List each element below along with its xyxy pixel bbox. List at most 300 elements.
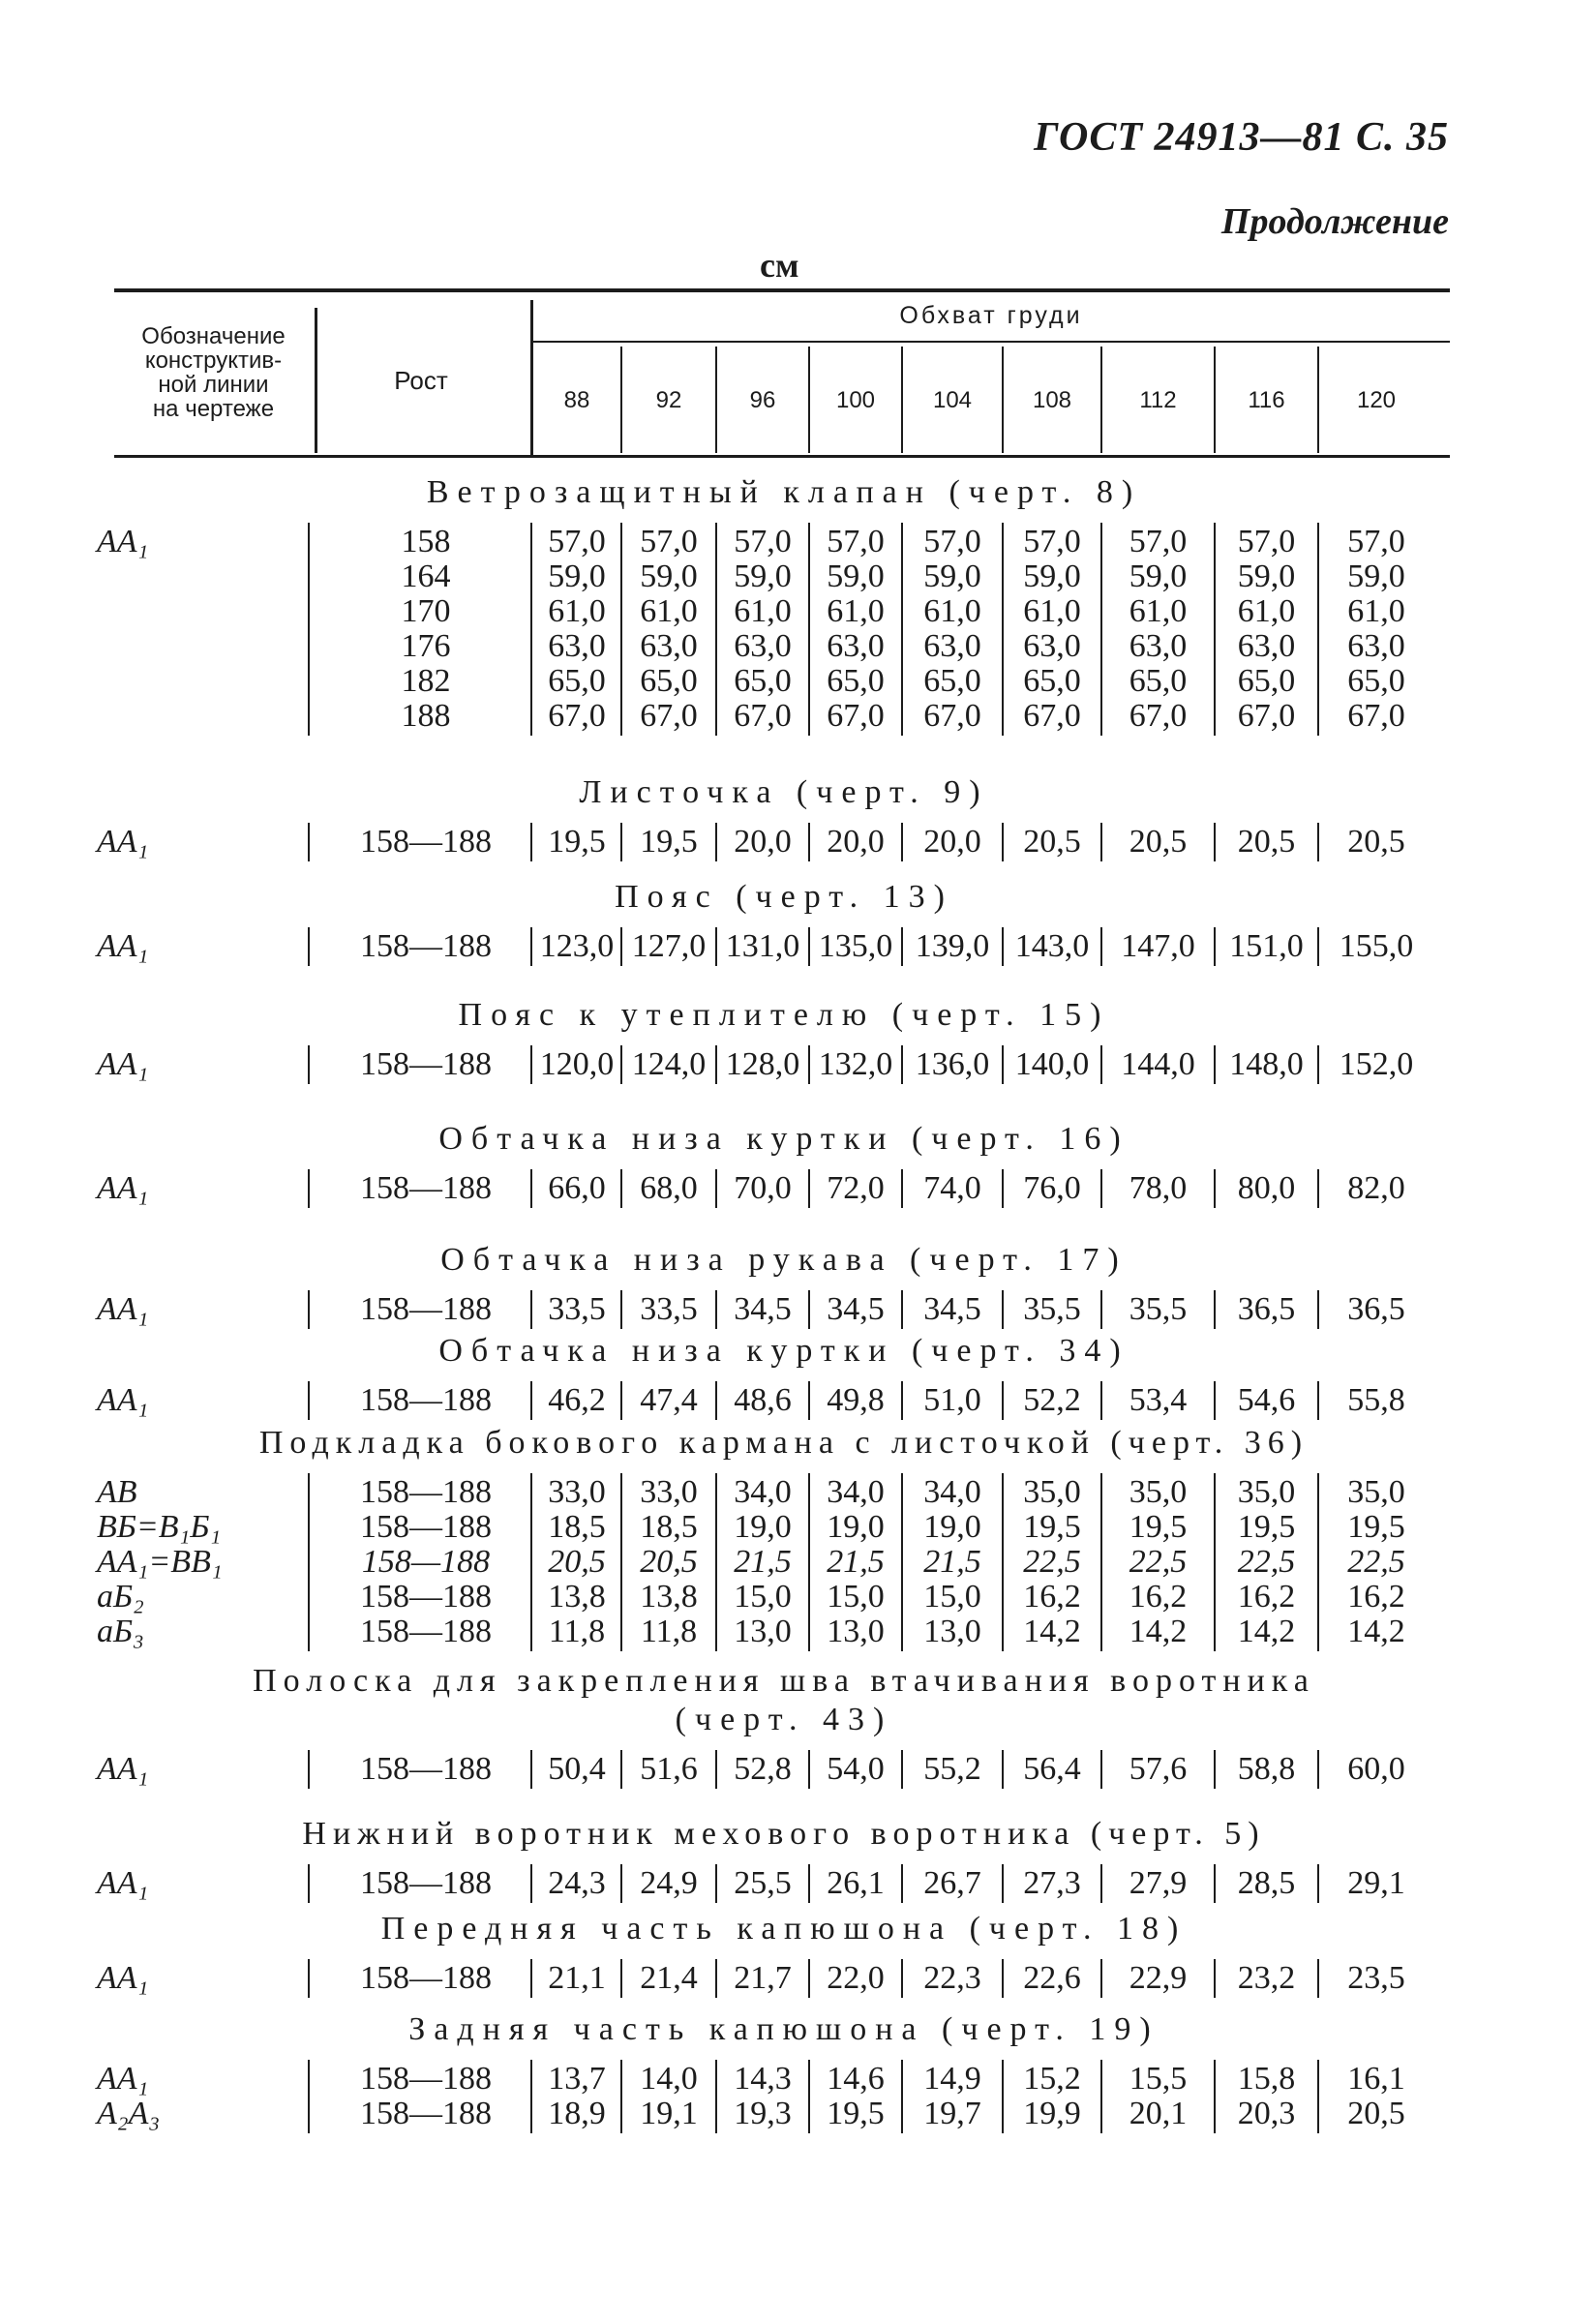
value-cell: 65,0 (827, 663, 885, 699)
row-column-rule (308, 523, 310, 736)
header-size-rule (1100, 347, 1102, 453)
row-column-rule (308, 823, 310, 861)
row-designation: AA₁=BB₁ (97, 1544, 223, 1580)
row-column-rule (901, 1959, 903, 1998)
value-cell: 19,5 (1023, 1509, 1081, 1545)
value-cell: 63,0 (640, 628, 698, 664)
value-cell: 20,1 (1129, 2096, 1188, 2131)
value-cell: 27,3 (1023, 1865, 1081, 1901)
row-column-rule (808, 927, 810, 966)
row-growth: 158—188 (360, 1960, 492, 1996)
row-column-rule (1214, 1473, 1216, 1651)
value-cell: 61,0 (640, 593, 698, 629)
value-cell: 33,0 (548, 1474, 606, 1510)
row-growth: 170 (401, 593, 451, 629)
row-column-rule (715, 1169, 717, 1208)
value-cell: 59,0 (827, 558, 885, 594)
table-head-bottom-rule (114, 455, 1450, 458)
column-header-chest: Обхват груди (899, 302, 1083, 329)
row-column-rule (901, 1864, 903, 1903)
row-column-rule (1100, 1045, 1102, 1084)
value-cell: 61,0 (734, 593, 792, 629)
value-cell: 48,6 (734, 1382, 792, 1418)
chest-size-header: 96 (749, 387, 776, 413)
row-column-rule (1002, 927, 1004, 966)
value-cell: 58,8 (1237, 1751, 1296, 1787)
value-cell: 34,5 (827, 1291, 885, 1327)
row-column-rule (1100, 1290, 1102, 1329)
row-column-rule (1317, 823, 1319, 861)
value-cell: 33,5 (640, 1291, 698, 1327)
value-cell: 19,1 (640, 2096, 698, 2131)
value-cell: 63,0 (827, 628, 885, 664)
value-cell: 65,0 (1023, 663, 1081, 699)
value-cell: 35,0 (1129, 1474, 1188, 1510)
row-column-rule (1100, 1959, 1102, 1998)
row-column-rule (1002, 1290, 1004, 1329)
row-growth: 158—188 (360, 928, 492, 964)
value-cell: 22,3 (923, 1960, 981, 1996)
row-designation: A₂A₃ (97, 2096, 161, 2131)
row-column-rule (715, 523, 717, 736)
row-column-rule (1317, 1045, 1319, 1084)
value-cell: 51,6 (640, 1751, 698, 1787)
value-cell: 16,2 (1023, 1579, 1081, 1615)
row-column-rule (620, 927, 622, 966)
value-cell: 67,0 (548, 698, 606, 734)
value-cell: 131,0 (725, 928, 800, 964)
row-growth: 158—188 (360, 1614, 492, 1649)
value-cell: 34,0 (923, 1474, 981, 1510)
value-cell: 19,7 (923, 2096, 981, 2131)
value-cell: 49,8 (827, 1382, 885, 1418)
row-column-rule (715, 1864, 717, 1903)
value-cell: 18,5 (640, 1509, 698, 1545)
row-column-rule (1214, 523, 1216, 736)
row-designation: AA₁ (97, 928, 149, 964)
value-cell: 29,1 (1347, 1865, 1405, 1901)
header-size-rule (1214, 347, 1216, 453)
row-column-rule (808, 823, 810, 861)
value-cell: 140,0 (1014, 1046, 1090, 1082)
row-column-rule (530, 1959, 532, 1998)
value-cell: 19,0 (923, 1509, 981, 1545)
value-cell: 20,5 (1129, 824, 1188, 860)
value-cell: 18,5 (548, 1509, 606, 1545)
section-title: Обтачка низа рукава (черт. 17) (440, 1242, 1128, 1278)
row-column-rule (530, 927, 532, 966)
value-cell: 68,0 (640, 1170, 698, 1206)
section-title-continuation: (черт. 43) (675, 1702, 893, 1737)
gost-page-header: ГОСТ 24913—81 С. 35 (1034, 115, 1449, 160)
value-cell: 63,0 (1129, 628, 1188, 664)
value-cell: 34,5 (734, 1291, 792, 1327)
table-top-rule (114, 288, 1450, 292)
value-cell: 63,0 (1347, 628, 1405, 664)
row-column-rule (901, 2060, 903, 2133)
value-cell: 19,5 (548, 824, 606, 860)
row-column-rule (901, 1045, 903, 1084)
value-cell: 19,5 (1129, 1509, 1188, 1545)
row-designation: AA₁ (97, 1382, 149, 1418)
value-cell: 72,0 (827, 1170, 885, 1206)
designation-header-line: ной линии (158, 372, 269, 398)
value-cell: 16,2 (1347, 1579, 1405, 1615)
row-column-rule (620, 1381, 622, 1420)
row-column-rule (620, 1045, 622, 1084)
section-title: Листочка (черт. 9) (579, 774, 989, 810)
value-cell: 35,5 (1023, 1291, 1081, 1327)
row-column-rule (530, 1750, 532, 1789)
row-column-rule (1002, 1750, 1004, 1789)
value-cell: 120,0 (539, 1046, 615, 1082)
value-cell: 35,0 (1347, 1474, 1405, 1510)
row-designation: AA₁ (97, 1865, 149, 1901)
value-cell: 24,3 (548, 1865, 606, 1901)
row-column-rule (308, 1750, 310, 1789)
value-cell: 15,5 (1129, 2061, 1188, 2097)
value-cell: 57,0 (1023, 524, 1081, 559)
value-cell: 61,0 (923, 593, 981, 629)
row-designation: AA₁ (97, 2061, 149, 2097)
row-column-rule (1214, 1959, 1216, 1998)
row-growth: 158—188 (360, 1046, 492, 1082)
value-cell: 65,0 (923, 663, 981, 699)
value-cell: 36,5 (1347, 1291, 1405, 1327)
row-column-rule (1100, 1473, 1102, 1651)
value-cell: 16,2 (1237, 1579, 1296, 1615)
row-designation: AA₁ (97, 1046, 149, 1082)
value-cell: 15,2 (1023, 2061, 1081, 2097)
row-column-rule (1317, 1750, 1319, 1789)
value-cell: 25,5 (734, 1865, 792, 1901)
value-cell: 14,2 (1129, 1614, 1188, 1649)
value-cell: 14,2 (1237, 1614, 1296, 1649)
value-cell: 70,0 (734, 1170, 792, 1206)
value-cell: 57,0 (548, 524, 606, 559)
section-title: Обтачка низа куртки (черт. 34) (438, 1333, 1129, 1369)
value-cell: 60,0 (1347, 1751, 1405, 1787)
row-column-rule (808, 2060, 810, 2133)
row-column-rule (308, 1473, 310, 1651)
section-title: Передняя часть капюшона (черт. 18) (380, 1911, 1188, 1947)
value-cell: 53,4 (1129, 1382, 1188, 1418)
row-column-rule (1002, 1045, 1004, 1084)
row-column-rule (620, 523, 622, 736)
value-cell: 67,0 (1129, 698, 1188, 734)
value-cell: 57,0 (1347, 524, 1405, 559)
value-cell: 65,0 (734, 663, 792, 699)
value-cell: 59,0 (923, 558, 981, 594)
row-column-rule (620, 1959, 622, 1998)
chest-size-header: 116 (1248, 387, 1285, 413)
value-cell: 63,0 (548, 628, 606, 664)
value-cell: 123,0 (539, 928, 615, 964)
value-cell: 20,5 (1023, 824, 1081, 860)
section-title: Обтачка низа куртки (черт. 16) (438, 1121, 1129, 1157)
row-column-rule (715, 1290, 717, 1329)
row-column-rule (1317, 1169, 1319, 1208)
row-column-rule (1100, 1381, 1102, 1420)
value-cell: 14,0 (640, 2061, 698, 2097)
row-growth: 158—188 (360, 1865, 492, 1901)
row-column-rule (901, 927, 903, 966)
value-cell: 14,2 (1023, 1614, 1081, 1649)
value-cell: 57,0 (1129, 524, 1188, 559)
value-cell: 151,0 (1229, 928, 1304, 964)
row-column-rule (1100, 1864, 1102, 1903)
value-cell: 26,7 (923, 1865, 981, 1901)
row-growth: 158—188 (360, 824, 492, 860)
value-cell: 22,5 (1347, 1544, 1405, 1580)
value-cell: 67,0 (923, 698, 981, 734)
row-column-rule (1317, 523, 1319, 736)
value-cell: 61,0 (548, 593, 606, 629)
header-size-rule (1002, 347, 1004, 453)
value-cell: 19,0 (734, 1509, 792, 1545)
value-cell: 67,0 (827, 698, 885, 734)
row-column-rule (620, 1290, 622, 1329)
row-column-rule (808, 1750, 810, 1789)
value-cell: 33,0 (640, 1474, 698, 1510)
row-designation: AA₁ (97, 1170, 149, 1206)
row-column-rule (308, 1959, 310, 1998)
value-cell: 80,0 (1237, 1170, 1296, 1206)
row-column-rule (808, 1290, 810, 1329)
row-column-rule (1317, 1959, 1319, 1998)
value-cell: 14,3 (734, 2061, 792, 2097)
value-cell: 19,5 (1347, 1509, 1405, 1545)
row-column-rule (1317, 1381, 1319, 1420)
row-column-rule (530, 1290, 532, 1329)
value-cell: 147,0 (1121, 928, 1195, 964)
column-header-designation (114, 324, 313, 421)
row-column-rule (1214, 1169, 1216, 1208)
value-cell: 67,0 (1347, 698, 1405, 734)
value-cell: 61,0 (1023, 593, 1081, 629)
value-cell: 78,0 (1129, 1170, 1188, 1206)
value-cell: 19,5 (1237, 1509, 1296, 1545)
value-cell: 55,2 (923, 1751, 981, 1787)
row-designation: AB (97, 1474, 137, 1510)
value-cell: 24,9 (640, 1865, 698, 1901)
value-cell: 20,0 (734, 824, 792, 860)
value-cell: 20,5 (640, 1544, 698, 1580)
value-cell: 14,2 (1347, 1614, 1405, 1649)
row-column-rule (901, 523, 903, 736)
row-column-rule (715, 823, 717, 861)
row-column-rule (901, 1381, 903, 1420)
value-cell: 19,5 (827, 2096, 885, 2131)
value-cell: 21,5 (923, 1544, 981, 1580)
value-cell: 61,0 (1129, 593, 1188, 629)
row-column-rule (1002, 1169, 1004, 1208)
header-size-rule (620, 347, 622, 453)
column-header-growth: Рост (394, 366, 448, 395)
value-cell: 54,6 (1237, 1382, 1296, 1418)
value-cell: 63,0 (923, 628, 981, 664)
row-column-rule (1100, 523, 1102, 736)
value-cell: 34,0 (734, 1474, 792, 1510)
value-cell: 63,0 (1237, 628, 1296, 664)
row-column-rule (620, 1473, 622, 1651)
row-column-rule (1002, 523, 1004, 736)
value-cell: 65,0 (640, 663, 698, 699)
row-column-rule (901, 1750, 903, 1789)
row-growth: 188 (401, 698, 451, 734)
row-column-rule (1214, 1750, 1216, 1789)
row-designation: AA₁ (97, 1960, 149, 1996)
value-cell: 57,0 (734, 524, 792, 559)
designation-header-line: Обозначение (141, 323, 286, 349)
row-column-rule (1002, 1959, 1004, 1998)
value-cell: 74,0 (923, 1170, 981, 1206)
value-cell: 148,0 (1229, 1046, 1304, 1082)
value-cell: 13,0 (923, 1614, 981, 1649)
row-column-rule (715, 1473, 717, 1651)
row-column-rule (715, 927, 717, 966)
section-title: Полоска для закрепления шва втачивания воротника (253, 1663, 1315, 1699)
value-cell: 35,5 (1129, 1291, 1188, 1327)
row-column-rule (1002, 1473, 1004, 1651)
row-growth: 158—188 (360, 2061, 492, 2097)
value-cell: 63,0 (1023, 628, 1081, 664)
value-cell: 57,0 (640, 524, 698, 559)
value-cell: 22,0 (827, 1960, 885, 1996)
value-cell: 21,4 (640, 1960, 698, 1996)
row-column-rule (901, 1473, 903, 1651)
value-cell: 26,1 (827, 1865, 885, 1901)
value-cell: 55,8 (1347, 1382, 1405, 1418)
value-cell: 22,5 (1237, 1544, 1296, 1580)
chest-size-header: 112 (1139, 387, 1177, 413)
value-cell: 11,8 (640, 1614, 698, 1649)
row-column-rule (1100, 1169, 1102, 1208)
row-column-rule (530, 1473, 532, 1651)
value-cell: 57,6 (1129, 1751, 1188, 1787)
row-column-rule (530, 1169, 532, 1208)
row-column-rule (1317, 927, 1319, 966)
row-column-rule (530, 823, 532, 861)
row-column-rule (530, 1381, 532, 1420)
row-column-rule (715, 1959, 717, 1998)
chest-size-header: 100 (835, 387, 876, 413)
value-cell: 19,3 (734, 2096, 792, 2131)
section-title: Пояс (черт. 13) (615, 879, 953, 915)
value-cell: 152,0 (1339, 1046, 1414, 1082)
header-column-rule (530, 300, 533, 455)
row-column-rule (1214, 1045, 1216, 1084)
value-cell: 21,1 (548, 1960, 606, 1996)
designation-header-line: на чертеже (152, 396, 275, 422)
value-cell: 57,0 (827, 524, 885, 559)
row-growth: 158—188 (360, 1751, 492, 1787)
value-cell: 36,5 (1237, 1291, 1296, 1327)
chest-size-header: 108 (1032, 387, 1072, 413)
value-cell: 21,5 (827, 1544, 885, 1580)
value-cell: 136,0 (915, 1046, 990, 1082)
row-column-rule (308, 1169, 310, 1208)
row-column-rule (308, 1864, 310, 1903)
value-cell: 65,0 (548, 663, 606, 699)
row-column-rule (308, 1045, 310, 1084)
units-label: см (760, 246, 799, 285)
value-cell: 16,1 (1347, 2061, 1405, 2097)
row-column-rule (1214, 1864, 1216, 1903)
row-column-rule (901, 1290, 903, 1329)
value-cell: 13,0 (734, 1614, 792, 1649)
row-column-rule (1214, 2060, 1216, 2133)
value-cell: 128,0 (725, 1046, 800, 1082)
value-cell: 143,0 (1014, 928, 1090, 964)
value-cell: 52,8 (734, 1751, 792, 1787)
section-title: Подкладка бокового кармана с листочкой (черт. 36) (258, 1425, 1310, 1461)
row-column-rule (1002, 823, 1004, 861)
row-growth: 158—188 (360, 1291, 492, 1327)
value-cell: 124,0 (631, 1046, 707, 1082)
value-cell: 19,9 (1023, 2096, 1081, 2131)
row-column-rule (1317, 2060, 1319, 2133)
row-column-rule (715, 2060, 717, 2133)
row-designation: AA₁ (97, 824, 149, 860)
value-cell: 57,0 (1237, 524, 1296, 559)
row-column-rule (901, 823, 903, 861)
row-growth: 158—188 (361, 1544, 491, 1580)
row-column-rule (620, 823, 622, 861)
value-cell: 19,0 (827, 1509, 885, 1545)
value-cell: 20,0 (827, 824, 885, 860)
value-cell: 28,5 (1237, 1865, 1296, 1901)
continuation-label: Продолжение (1220, 201, 1449, 242)
value-cell: 127,0 (631, 928, 707, 964)
row-column-rule (620, 2060, 622, 2133)
row-column-rule (530, 2060, 532, 2133)
header-size-rule (901, 347, 903, 453)
value-cell: 27,9 (1129, 1865, 1188, 1901)
section-title: Ветрозащитный клапан (черт. 8) (426, 474, 1142, 510)
row-designation: BБ=B₁Б₁ (97, 1509, 222, 1545)
chest-size-header: 104 (932, 387, 973, 413)
row-column-rule (620, 1750, 622, 1789)
row-column-rule (901, 1169, 903, 1208)
value-cell: 20,3 (1237, 2096, 1296, 2131)
row-column-rule (1317, 1864, 1319, 1903)
row-column-rule (1214, 1381, 1216, 1420)
value-cell: 67,0 (640, 698, 698, 734)
value-cell: 14,6 (827, 2061, 885, 2097)
value-cell: 21,5 (734, 1544, 792, 1580)
row-column-rule (308, 2060, 310, 2133)
value-cell: 13,7 (548, 2061, 606, 2097)
chest-size-header: 92 (655, 387, 682, 413)
value-cell: 34,0 (827, 1474, 885, 1510)
row-growth: 158—188 (360, 1382, 492, 1418)
value-cell: 22,9 (1129, 1960, 1188, 1996)
value-cell: 132,0 (818, 1046, 893, 1082)
row-column-rule (1317, 1290, 1319, 1329)
header-column-rule (315, 308, 317, 453)
value-cell: 33,5 (548, 1291, 606, 1327)
section-title: Нижний воротник мехового воротника (черт. 5) (302, 1816, 1266, 1852)
value-cell: 18,9 (548, 2096, 606, 2131)
row-column-rule (715, 1381, 717, 1420)
row-column-rule (530, 1864, 532, 1903)
value-cell: 20,0 (923, 824, 981, 860)
value-cell: 67,0 (1023, 698, 1081, 734)
value-cell: 65,0 (1347, 663, 1405, 699)
value-cell: 46,2 (548, 1382, 606, 1418)
section-title: Пояс к утеплителю (черт. 15) (458, 997, 1110, 1033)
